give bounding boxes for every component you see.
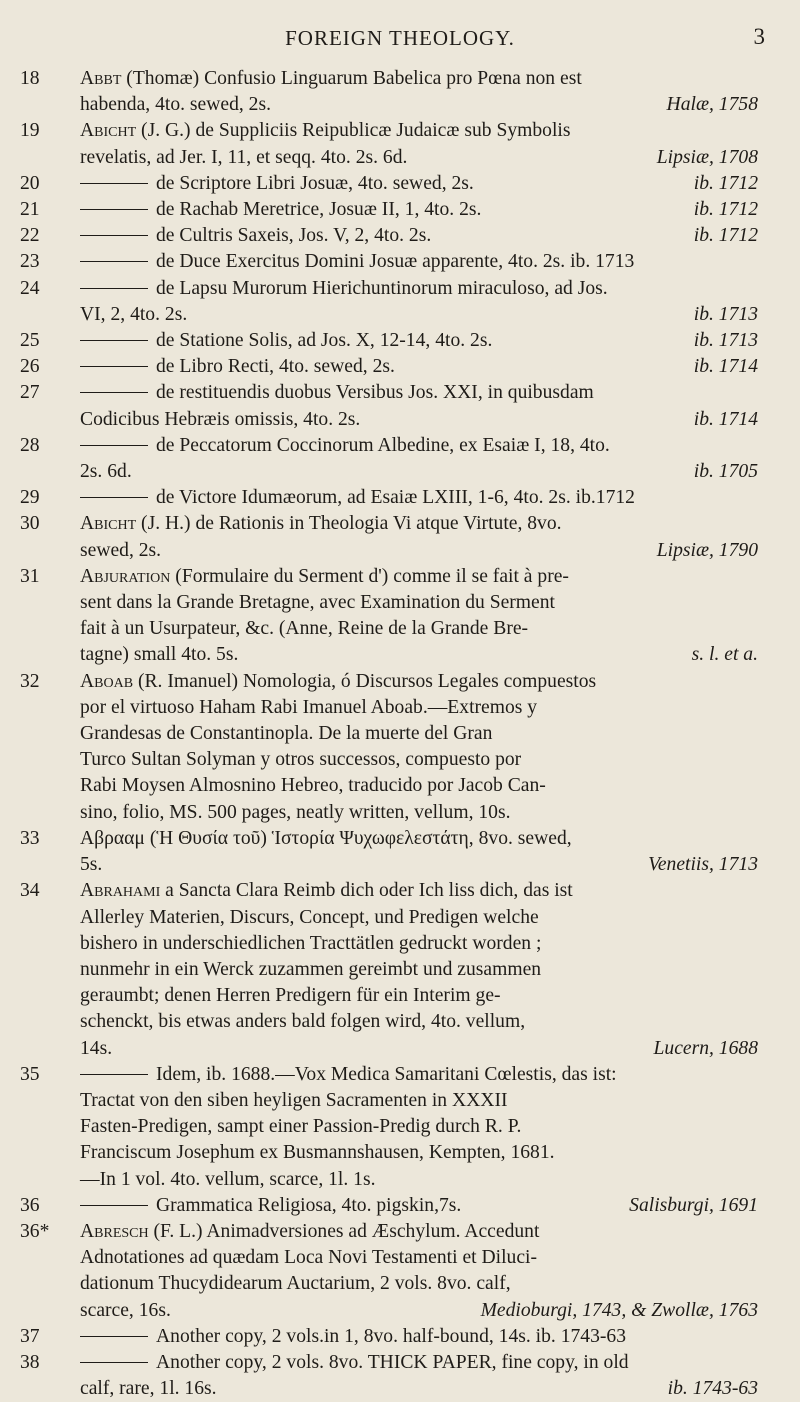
entry-number: 30: [20, 513, 40, 535]
entry-text: 2s. 6d.: [80, 461, 132, 483]
entry-text: tagne) small 4to. 5s.: [80, 644, 239, 666]
running-head: FOREIGN THEOLOGY.: [285, 26, 515, 50]
ditto-dash: [80, 497, 148, 498]
entry-line: [80, 1088, 758, 1114]
entry-text: habenda, 4to. sewed, 2s.: [80, 94, 271, 116]
entry-imprint: Venetiis, 1713: [648, 854, 758, 876]
entry-line: [80, 118, 758, 144]
catalogue-entries: [0, 66, 800, 1402]
entry-line: [80, 407, 758, 433]
ditto-dash: [80, 1074, 148, 1075]
entry-text: de Duce Exercitus Domini Josuæ apparente, 4to. 2s. ib. 1713: [156, 251, 635, 273]
entry-author: Aboab: [80, 670, 134, 692]
ditto-dash: [80, 1205, 148, 1206]
entry-text: (R. Imanuel) Nomologia, ó Discursos Legales compuestos: [133, 670, 597, 692]
entry-line: [80, 1245, 758, 1271]
entry-line: [80, 564, 758, 590]
entry-line: [80, 1009, 758, 1035]
entry-line: [80, 1193, 758, 1219]
entry-line: [80, 1114, 758, 1140]
entry-author: Abrahami: [80, 880, 161, 902]
entry-imprint: Salisburgi, 1691: [629, 1194, 758, 1216]
ditto-dash: [80, 392, 148, 393]
entry-text: (J. G.) de Suppliciis Reipublicæ Judaicæ sub Symbolis: [136, 120, 571, 142]
entry-text: Fasten-Predigen, sampt einer Passion-Predig durch R. P.: [80, 1116, 522, 1138]
entry-line: [80, 66, 758, 92]
entry-imprint: ib. 1713: [693, 303, 758, 325]
entry-line: [80, 642, 758, 668]
entry-number: 24: [20, 277, 40, 299]
entry-text: Αβρααμ (Ἡ Θυσία τοῦ) Ἱστορία Ψυχωφελεστάτη, 8vo. sewed,: [80, 827, 572, 849]
catalogue-entry: [0, 354, 800, 380]
entry-text: de Cultris Saxeis, Jos. V, 2, 4to. 2s.: [156, 225, 432, 247]
entry-line: [80, 669, 758, 695]
entry-text: revelatis, ad Jer. I, 11, et seqq. 4to. 2s. 6d.: [80, 146, 408, 168]
entry-line: [80, 354, 758, 380]
entry-line: [80, 1036, 758, 1062]
entry-line: [80, 957, 758, 983]
entry-text: fait à un Usurpateur, &c. (Anne, Reine de la Grande Bre-: [80, 618, 529, 640]
entry-text: 14s.: [80, 1037, 113, 1059]
entry-number: 19: [20, 120, 40, 142]
entry-text: de Libro Recti, 4to. sewed, 2s.: [156, 356, 395, 378]
entry-text: Tractat von den siben heyligen Sacramenten in XXXII: [80, 1089, 508, 1111]
catalogue-entry: [0, 380, 800, 432]
entry-text: Turco Sultan Solyman y otros successos, compuesto por: [80, 749, 522, 771]
entry-number: 21: [20, 199, 40, 221]
entry-imprint: ib. 1743-63: [667, 1378, 758, 1400]
entry-number: 29: [20, 487, 40, 509]
entry-text: (Thomæ) Confusio Linguarum Babelica pro Pœna non est: [121, 68, 582, 89]
entry-line: [80, 826, 758, 852]
entry-imprint: ib. 1713: [693, 330, 758, 352]
entry-text: Another copy, 2 vols. 8vo. THICK PAPER, fine copy, in old: [156, 1351, 629, 1373]
ditto-dash: [80, 340, 148, 341]
catalogue-entry: [0, 511, 800, 563]
entry-line: [80, 197, 758, 223]
entry-text: geraumbt; denen Herren Predigern für ein Interim ge-: [80, 985, 501, 1007]
entry-line: [80, 1140, 758, 1166]
entry-number: 23: [20, 251, 40, 273]
entry-text: (J. H.) de Rationis in Theologia Vi atque Virtute, 8vo.: [136, 513, 562, 535]
catalogue-entry: [0, 485, 800, 511]
entry-number: 31: [20, 565, 40, 587]
catalogue-entry: [0, 1219, 800, 1324]
catalogue-entry: [0, 826, 800, 878]
entry-number: 38: [20, 1351, 40, 1373]
entry-line: [80, 616, 758, 642]
entry-text: sent dans la Grande Bretagne, avec Examination du Serment: [80, 592, 555, 614]
entry-imprint: ib. 1705: [693, 461, 758, 483]
entry-line: [80, 485, 758, 511]
entry-line: [80, 1324, 758, 1350]
catalogue-entry: [0, 276, 800, 328]
entry-text: —In 1 vol. 4to. vellum, scarce, 1l. 1s.: [80, 1168, 376, 1190]
entry-author: Abresch: [80, 1220, 149, 1242]
entry-line: [80, 92, 758, 118]
entry-imprint: Lipsiæ, 1708: [656, 146, 758, 168]
entry-text: de restituendis duobus Versibus Jos. XXI, in quibusdam: [156, 382, 594, 404]
entry-text: Franciscum Josephum ex Busmannshausen, Kempten, 1681.: [80, 1142, 555, 1164]
entry-imprint: s. l. et a.: [691, 644, 758, 666]
ditto-dash: [80, 288, 148, 289]
entry-line: [80, 983, 758, 1009]
entry-number: 26: [20, 356, 40, 378]
entry-line: [80, 800, 758, 826]
entry-line: [80, 459, 758, 485]
entry-text: Codicibus Hebræis omissis, 4to. 2s.: [80, 408, 361, 430]
entry-line: [80, 1376, 758, 1402]
entry-text: de Statione Solis, ad Jos. X, 12-14, 4to. 2s.: [156, 330, 493, 352]
catalogue-entry: [0, 66, 800, 118]
entry-text: a Sancta Clara Reimb dich oder Ich liss dich, das ist: [160, 880, 573, 902]
entry-imprint: ib. 1712: [693, 172, 758, 194]
entry-imprint: Halæ, 1758: [666, 94, 758, 116]
entry-number: 34: [20, 880, 40, 902]
entry-text: Another copy, 2 vols.in 1, 8vo. half-bound, 14s. ib. 1743-63: [156, 1325, 627, 1347]
page-number: 3: [753, 24, 765, 49]
catalogue-entry: [0, 118, 800, 170]
entry-number: 25: [20, 330, 40, 352]
entry-text: Idem, ib. 1688.—Vox Medica Samaritani Cœlestis, das ist:: [156, 1063, 617, 1085]
ditto-dash: [80, 209, 148, 210]
entry-text: calf, rare, 1l. 16s.: [80, 1378, 217, 1400]
catalogue-entry: [0, 1350, 800, 1402]
entry-number: 18: [20, 68, 40, 89]
entry-text: de Victore Idumæorum, ad Esaiæ LXIII, 1-6, 4to. 2s. ib.1712: [156, 487, 635, 509]
entry-text: bishero in underschiedlichen Tracttätlen gedruckt worden ;: [80, 932, 542, 954]
catalogue-entry: [0, 171, 800, 197]
ditto-dash: [80, 1362, 148, 1363]
entry-number: 22: [20, 225, 40, 247]
entry-line: [80, 852, 758, 878]
entry-line: [80, 1298, 758, 1324]
entry-imprint: ib. 1712: [693, 225, 758, 247]
entry-line: [80, 1062, 758, 1088]
entry-text: (F. L.) Animadversiones ad Æschylum. Accedunt: [148, 1220, 540, 1242]
entry-line: [80, 223, 758, 249]
entry-line: [80, 145, 758, 171]
entry-author: Abbt: [80, 68, 122, 89]
ditto-dash: [80, 1336, 148, 1337]
entry-line: [80, 276, 758, 302]
entry-line: [80, 747, 758, 773]
entry-imprint: ib. 1714: [693, 408, 758, 430]
catalogue-entry: [0, 328, 800, 354]
entry-imprint: ib. 1712: [693, 199, 758, 221]
entry-line: [80, 878, 758, 904]
ditto-dash: [80, 366, 148, 367]
entry-number: 20: [20, 172, 40, 194]
entry-text: de Peccatorum Coccinorum Albedine, ex Esaiæ I, 18, 4to.: [156, 434, 610, 456]
entry-text: schenckt, bis etwas anders bald folgen wird, 4to. vellum,: [80, 1011, 526, 1033]
entry-line: [80, 931, 758, 957]
catalogue-entry: [0, 433, 800, 485]
entry-line: [80, 1271, 758, 1297]
entry-line: [80, 721, 758, 747]
entry-number: 35: [20, 1063, 40, 1085]
entry-number: 33: [20, 827, 40, 849]
entry-line: [80, 695, 758, 721]
entry-line: [80, 511, 758, 537]
entry-author: Abjuration: [80, 565, 171, 587]
entry-text: sino, folio, MS. 500 pages, neatly written, vellum, 10s.: [80, 801, 511, 823]
entry-line: [80, 590, 758, 616]
entry-line: [80, 171, 758, 197]
entry-text: scarce, 16s.: [80, 1299, 171, 1321]
entry-line: [80, 433, 758, 459]
entry-text: VI, 2, 4to. 2s.: [80, 303, 188, 325]
entry-line: [80, 538, 758, 564]
entry-number: 32: [20, 670, 40, 692]
entry-line: [80, 328, 758, 354]
entry-text: por el virtuoso Haham Rabi Imanuel Aboab.—Extremos y: [80, 696, 538, 718]
entry-author: Abicht: [80, 513, 137, 535]
entry-text: de Lapsu Murorum Hierichuntinorum miraculoso, ad Jos.: [156, 277, 608, 299]
ditto-dash: [80, 445, 148, 446]
ditto-dash: [80, 235, 148, 236]
catalogue-entry: [0, 197, 800, 223]
entry-line: [80, 302, 758, 328]
catalogue-entry: [0, 223, 800, 249]
catalogue-entry: [0, 1193, 800, 1219]
entry-text: Grammatica Religiosa, 4to. pigskin,7s.: [156, 1194, 462, 1216]
entry-number: 27: [20, 382, 40, 404]
catalogue-entry: [0, 669, 800, 826]
entry-text: de Scriptore Libri Josuæ, 4to. sewed, 2s.: [156, 172, 474, 194]
entry-imprint: Lipsiæ, 1790: [656, 539, 758, 561]
entry-text: Allerley Materien, Discurs, Concept, und Predigen welche: [80, 906, 539, 928]
entry-text: Adnotationes ad quædam Loca Novi Testamenti et Diluci-: [80, 1247, 537, 1269]
entry-line: [80, 1350, 758, 1376]
entry-line: [80, 773, 758, 799]
catalogue-entry: [0, 249, 800, 275]
entry-imprint: Medioburgi, 1743, & Zwollæ, 1763: [480, 1299, 758, 1321]
entry-author: Abicht: [80, 120, 137, 142]
catalogue-entry: [0, 1062, 800, 1193]
entry-line: [80, 905, 758, 931]
entry-text: Grandesas de Constantinopla. De la muerte del Gran: [80, 723, 493, 745]
entry-imprint: Lucern, 1688: [653, 1037, 758, 1059]
entry-text: de Rachab Meretrice, Josuæ II, 1, 4to. 2s.: [156, 199, 482, 221]
entry-number: 36: [20, 1194, 40, 1216]
ditto-dash: [80, 183, 148, 184]
entry-text: nunmehr in ein Werck zuzammen gereimbt und zusammen: [80, 958, 542, 980]
entry-line: [80, 249, 758, 275]
catalogue-entry: [0, 878, 800, 1061]
entry-line: [80, 1219, 758, 1245]
entry-line: [80, 1167, 758, 1193]
catalogue-entry: [0, 564, 800, 669]
entry-number: 36*: [20, 1220, 50, 1242]
entry-text: 5s.: [80, 854, 103, 876]
entry-text: dationum Thucydidearum Auctarium, 2 vols. 8vo. calf,: [80, 1273, 511, 1295]
ditto-dash: [80, 261, 148, 262]
catalogue-entry: [0, 1324, 800, 1350]
entry-number: 37: [20, 1325, 40, 1347]
entry-text: Rabi Moysen Almosnino Hebreo, traducido por Jacob Can-: [80, 775, 546, 797]
entry-number: 28: [20, 434, 40, 456]
entry-line: [80, 380, 758, 406]
entry-text: sewed, 2s.: [80, 539, 162, 561]
entry-text: (Formulaire du Serment d') comme il se fait à pre-: [170, 565, 569, 587]
entry-imprint: ib. 1714: [693, 356, 758, 378]
